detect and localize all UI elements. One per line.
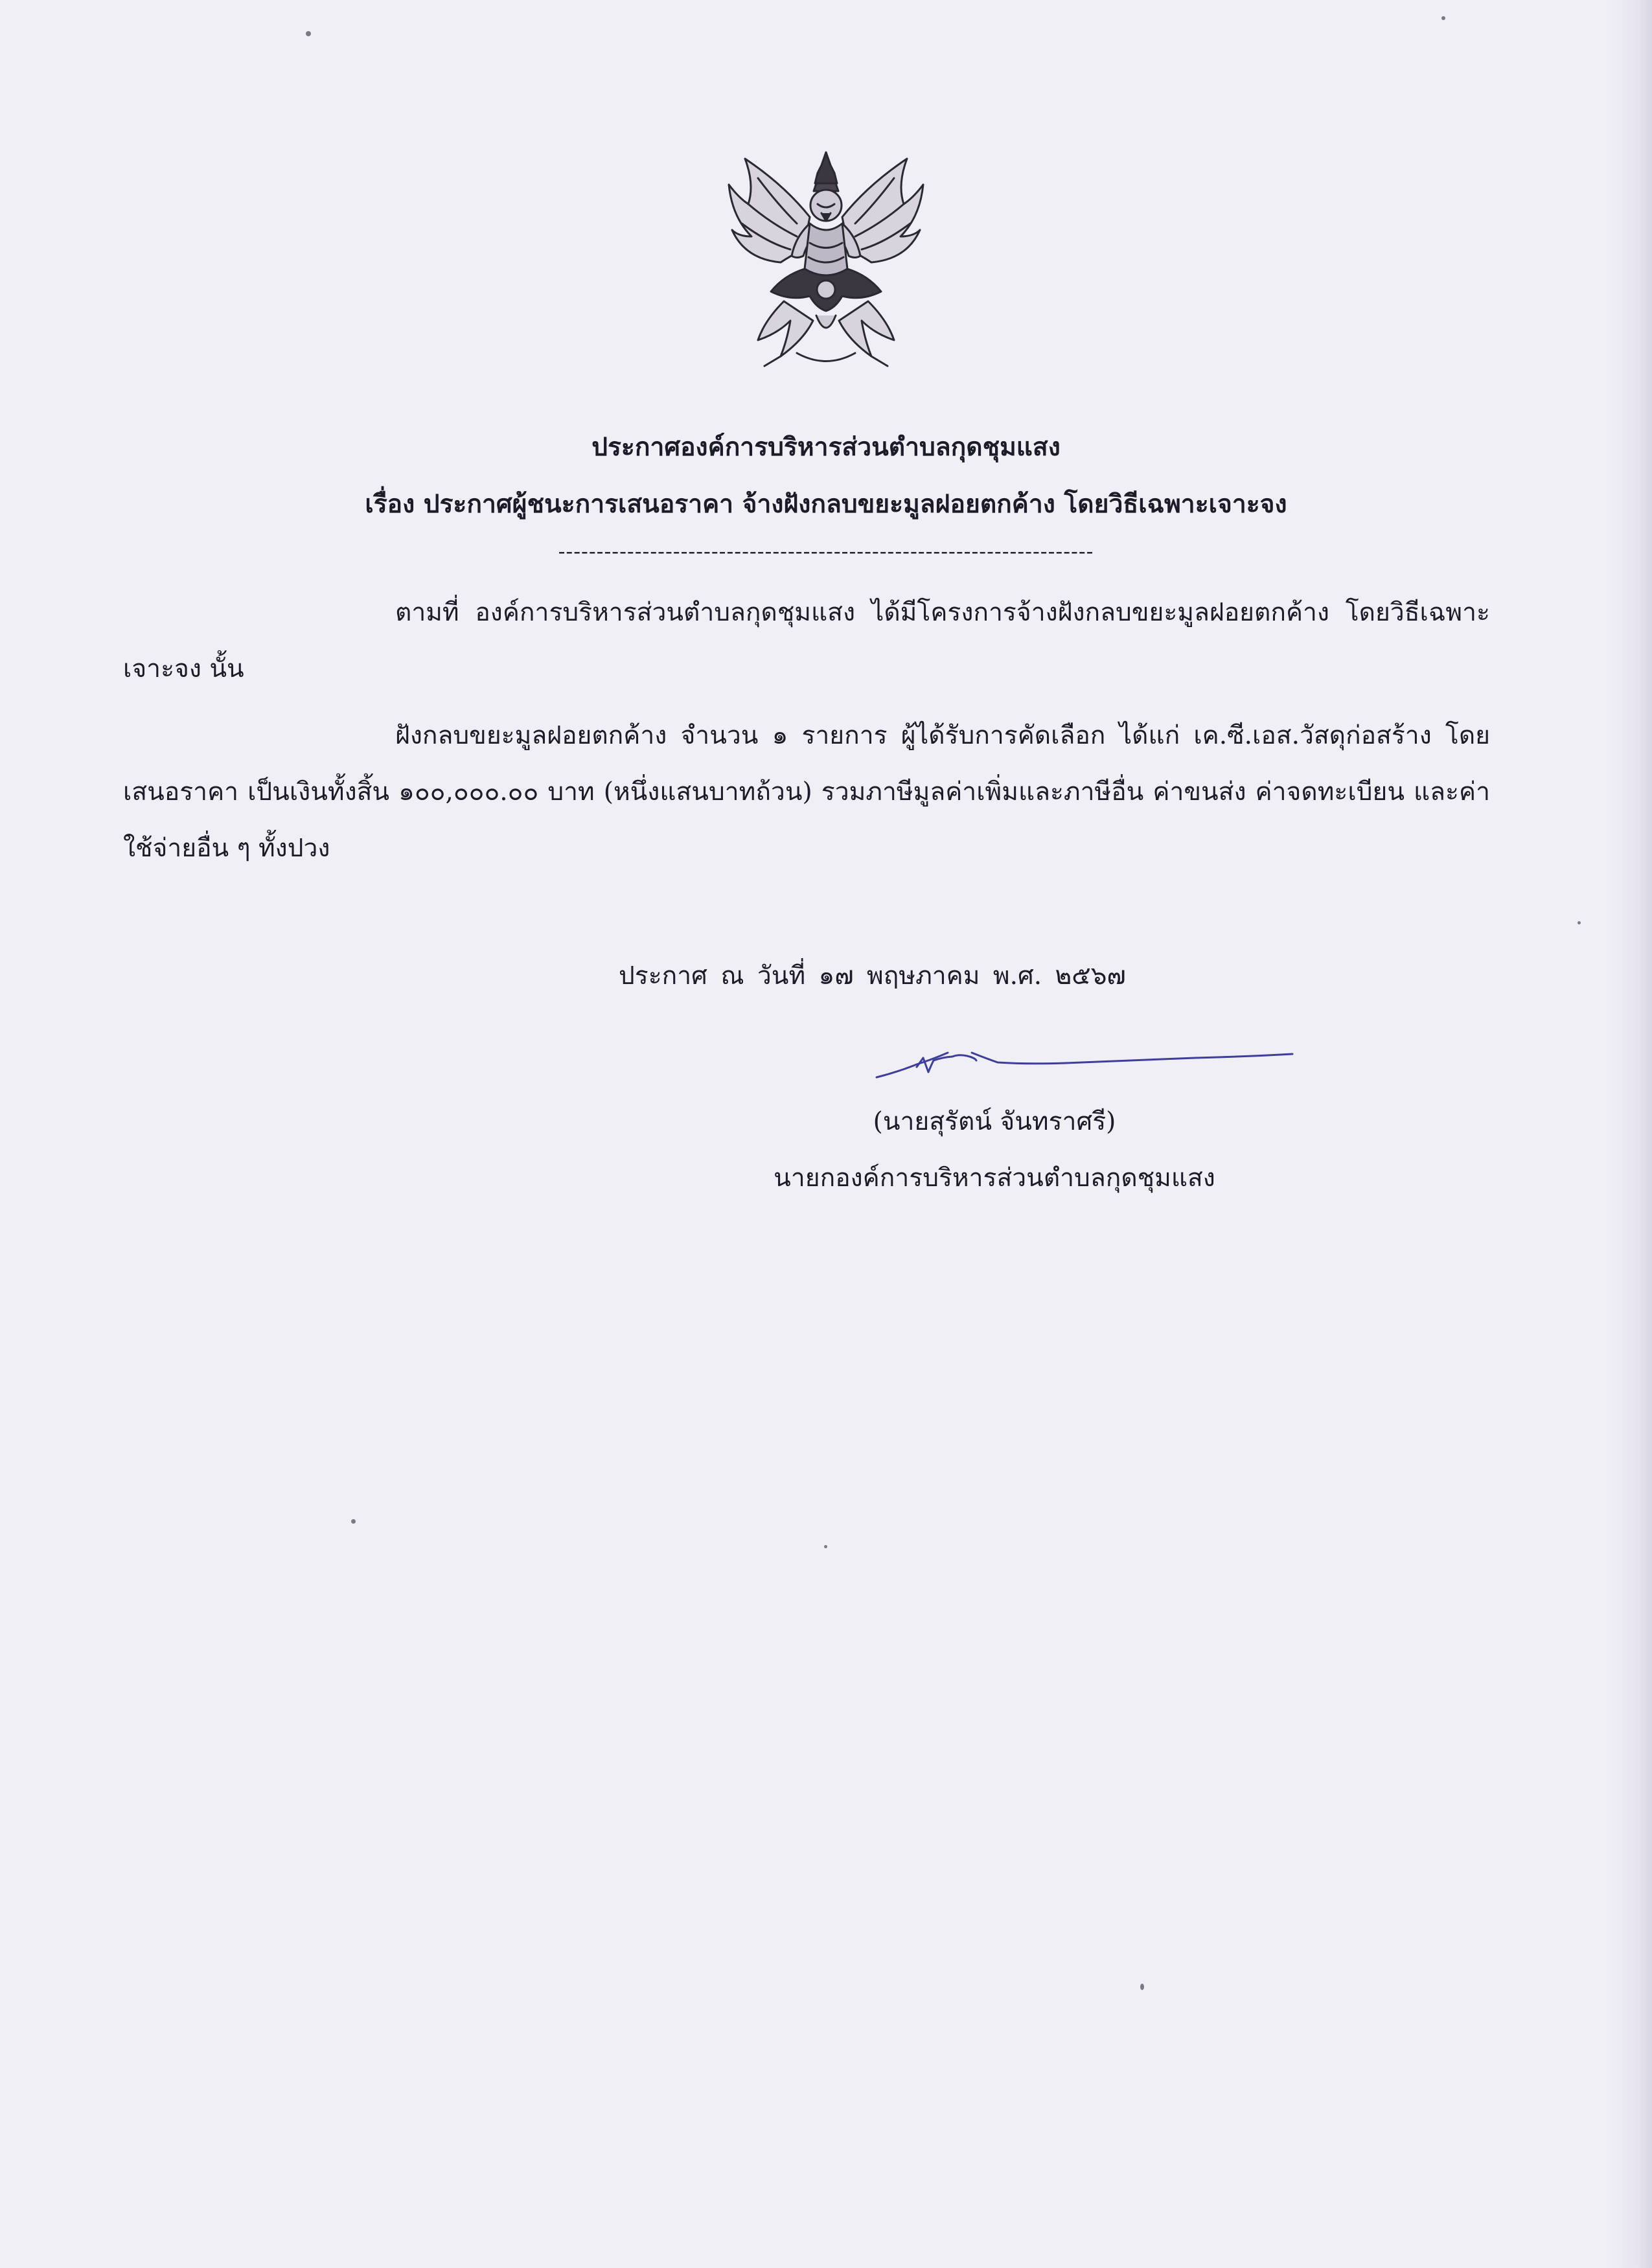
- scan-speck: [1441, 16, 1445, 20]
- scan-speck: [351, 1519, 356, 1524]
- scan-speck: [1577, 921, 1581, 924]
- scan-speck: [306, 31, 311, 36]
- garuda-emblem-icon: [719, 146, 933, 379]
- announcement-subject: เรื่อง ประกาศผู้ชนะการเสนอราคา จ้างฝังกลบขยะมูลฝอยตกค้าง โดยวิธีเฉพาะเจาะจง: [365, 489, 1287, 519]
- body-paragraph: ฝังกลบขยะมูลฝอยตกค้าง จำนวน ๑ รายการ ผู้ได้รับการคัดเลือก ได้แก่ เค.ซี.เอส.วัสดุก่อสร้าง โดยเสนอราคา เป็นเงินทั้งสิ้น ๑๐๐,๐๐๐.๐๐ บาท (หนึ่งแสนบาทถ้วน) รวมภาษีมูลค่าเพิ่มและภาษีอื่น ค่าขนส่ง ค่าจดทะเบียน และค่าใช้จ่ายอื่น ๆ ทั้งปวง: [123, 721, 1490, 863]
- scan-speck: [824, 1545, 827, 1548]
- signer-position: นายกองค์การบริหารส่วนตำบลกุดชุมแสง: [774, 1163, 1215, 1193]
- signer-name: (นายสุรัตน์ จันทราศรี): [873, 1107, 1116, 1136]
- announcement-title: ประกาศองค์การบริหารส่วนตำบลกุดชุมแสง: [591, 432, 1061, 462]
- scan-speck: [1140, 1984, 1144, 1990]
- announcement-date: ประกาศ ณ วันที่ ๑๗ พฤษภาคม พ.ศ. ๒๕๖๗: [619, 961, 1126, 991]
- title-separator: ----------------------------------------------------------------------: [558, 539, 1094, 564]
- signature-icon: [871, 1027, 1299, 1098]
- body-paragraph: ตามที่ องค์การบริหารส่วนตำบลกุดชุมแสง ได้มีโครงการจ้างฝังกลบขยะมูลฝอยตกค้าง โดยวิธีเฉพาะเจาะจง นั้น: [123, 598, 1490, 683]
